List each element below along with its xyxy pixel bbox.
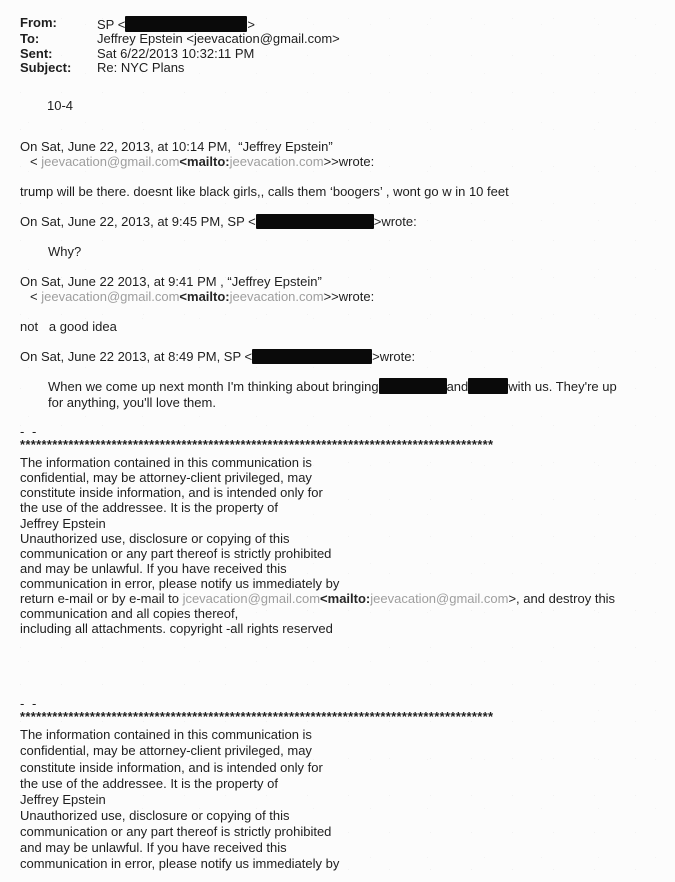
disclaimer-line: Jeffrey Epstein xyxy=(20,791,106,807)
email-address: jcevacation@gmail.com xyxy=(182,591,321,607)
asterisk-divider: **************************************************************************************** xyxy=(20,710,494,724)
attribution-line xyxy=(20,349,657,364)
disclaimer-line: and may be unlawful. If you have received this xyxy=(20,560,287,576)
quote-text: with us. They're up xyxy=(508,379,617,395)
header-field-to xyxy=(20,32,657,46)
redaction-bar xyxy=(252,349,372,364)
wrote-suffix: >wrote: xyxy=(373,214,417,230)
disclaimer-return-line xyxy=(20,591,657,606)
redaction-bar xyxy=(125,16,247,32)
sent-label: Sent: xyxy=(20,45,53,61)
disclaimer-line: communication in error, please notify us immediately by xyxy=(20,575,340,591)
quote-text: When we come up next month I'm thinking about bringing xyxy=(48,379,379,395)
signature-dashes: - - xyxy=(20,696,39,712)
disclaimer-line: constitute inside information, and is intended only for xyxy=(20,485,323,501)
redaction-bar xyxy=(379,378,447,394)
disclaimer-text xyxy=(20,727,657,872)
signature-dashes: - - xyxy=(20,424,39,440)
disclaimer-line: Unauthorized use, disclosure or copying of this xyxy=(20,807,290,823)
sent-value: Sat 6/22/2013 10:32:11 PM xyxy=(97,45,255,61)
header-field-sent xyxy=(20,47,657,61)
message-body: trump will be there. doesnt like black girls,, calls them ‘boogers’ , wont go w in 10 feet xyxy=(20,184,509,200)
disclaimer-line: the use of the addressee. It is the property of xyxy=(20,500,278,516)
attribution-line: On Sat, June 22 2013, at 9:41 PM , “Jeffrey Epstein” xyxy=(20,274,322,290)
disclaimer-line: Jeffrey Epstein xyxy=(20,515,106,531)
disclaimer-line: Unauthorized use, disclosure or copying of this xyxy=(20,530,290,546)
mailto-text: <mailto: xyxy=(179,289,230,305)
from-label: From: xyxy=(20,15,57,30)
email-address: jeevacation@gmail.com xyxy=(41,154,180,170)
subject-value: Re: NYC Plans xyxy=(97,59,185,75)
attribution-email-line xyxy=(30,154,657,169)
signature-block xyxy=(20,426,657,636)
disclaimer-line: and may be unlawful. If you have received this xyxy=(20,839,287,855)
disclaimer-line: communication or any part thereof is strictly prohibited xyxy=(20,545,332,561)
disclaimer-line: confidential, may be attorney-client privileged, may xyxy=(20,743,312,759)
asterisk-divider: **************************************************************************************** xyxy=(20,438,494,452)
attribution-prefix: On Sat, June 22, 2013, at 9:45 PM, SP < xyxy=(20,214,256,230)
to-label: To: xyxy=(20,31,40,47)
email-address: jeevacation@gmail.com xyxy=(370,591,509,607)
attribution-prefix: On Sat, June 22 2013, at 8:49 PM, SP < xyxy=(20,349,253,365)
header-field-from xyxy=(20,16,657,32)
attribution-line: On Sat, June 22, 2013, at 10:14 PM, “Jeffrey Epstein” xyxy=(20,139,333,155)
attribution-email-line xyxy=(30,289,657,304)
attribution-line xyxy=(20,214,657,229)
subject-label: Subject: xyxy=(20,59,72,75)
wrote-suffix: >>wrote: xyxy=(323,289,375,305)
email-header xyxy=(20,16,657,75)
message-body xyxy=(48,378,654,410)
mailto-text: <mailto: xyxy=(179,154,230,170)
disclaimer-line: communication or any part thereof is strictly prohibited xyxy=(20,823,332,839)
email-address: jeevacation@gmail.com xyxy=(41,289,180,305)
message-body: not a good idea xyxy=(20,319,117,335)
from-value xyxy=(97,16,255,32)
quote-text: and xyxy=(446,379,469,395)
mailto-text: <mailto: xyxy=(320,591,371,607)
bracket-prefix: < xyxy=(30,154,42,170)
disclaimer-text xyxy=(20,455,657,636)
from-value-prefix: SP < xyxy=(97,17,126,32)
disclaimer-line: constitute inside information, and is intended only for xyxy=(20,759,323,775)
email-address: jeevacation.com xyxy=(229,154,324,170)
return-text: return e-mail or by e-mail to xyxy=(20,591,183,607)
reply-ack-text: 10-4 xyxy=(47,98,74,114)
disclaimer-line: The information contained in this communication is xyxy=(20,455,312,471)
disclaimer-line: communication and all copies thereof, xyxy=(20,606,239,622)
return-text-suffix: >, and destroy this xyxy=(508,591,616,607)
disclaimer-line: communication in error, please notify us immediately by xyxy=(20,856,340,872)
bracket-prefix: < xyxy=(30,289,42,305)
signature-block-repeat xyxy=(20,698,657,872)
quote-text: for anything, you'll love them. xyxy=(48,394,216,410)
message-body: Why? xyxy=(48,244,82,260)
disclaimer-line: including all attachments. copyright -all rights reserved xyxy=(20,621,333,637)
to-value: Jeffrey Epstein <jeevacation@gmail.com> xyxy=(97,31,340,47)
email-address: jeevacation.com xyxy=(229,289,324,305)
redaction-bar xyxy=(256,214,374,229)
disclaimer-line: the use of the addressee. It is the property of xyxy=(20,775,278,791)
wrote-suffix: >>wrote: xyxy=(323,154,375,170)
disclaimer-line: The information contained in this communication is xyxy=(20,727,312,743)
from-value-suffix: > xyxy=(247,17,255,32)
header-field-subject xyxy=(20,61,657,75)
disclaimer-line: confidential, may be attorney-client privileged, may xyxy=(20,470,312,486)
redaction-bar xyxy=(468,378,508,394)
wrote-suffix: >wrote: xyxy=(372,349,416,365)
